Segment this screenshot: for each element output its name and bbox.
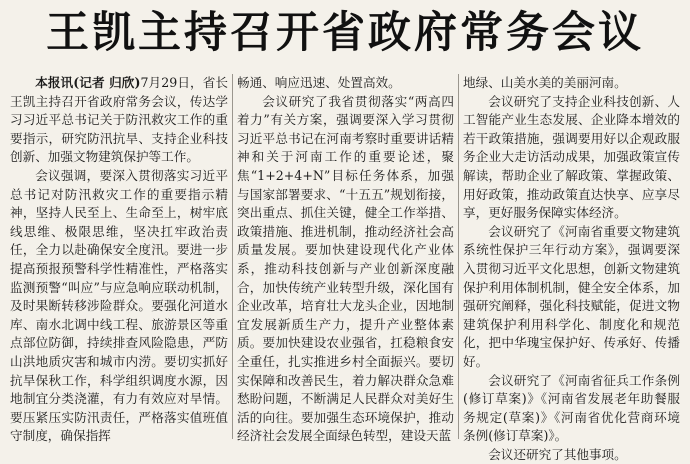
paragraph: 会议研究了《河南省征兵工作条例(修订草案)》《河南省发展老年助餐服务规定(草案)》《河南省优化营商环境条例(修订草案)》。	[463, 372, 680, 444]
paragraph: 会议还研究了其他事项。	[488, 446, 627, 462]
article-column-2	[232, 74, 458, 444]
article-column-1	[6, 74, 232, 444]
article-body	[6, 74, 686, 462]
paragraph-continued: 畅通、响应迅速、处置高效。	[237, 75, 401, 90]
paragraph-continued: 地绿、山美水美的美丽河南。	[463, 75, 627, 90]
paragraph	[10, 74, 228, 167]
paragraph: 会议研究了《河南省重要文物建筑系统性保护三年行动方案》，强调要深入贯彻习近平文化思想，创新文物建筑保护利用体制机制，健全安全体系，加强研究阐释，强化科技赋能，促进文物建筑保护利用科学化、制度化和规范化，把中华瑰宝保护好、传承好、传播好。	[463, 223, 680, 369]
paragraph: 会议研究了我省贯彻落实“两高四着力”有关方案，强调要深入学习贯彻习近平总书记在河南考察时重要讲话精神和关于河南工作的重要论述，聚焦“1+2+4+N”目标任务体系，加强与国家部署要求、“十五五”规划衔接，突出重点、抓住关键，健全工作举措、政策措施、推进机制，推动经济社会高质量发展。要加快建设现代化产业体系，推动科技创新与产业创新深度融合，加快传统产业转型升级，深化国有企业改革，培育壮大龙头企业，因地制宜发展新质生产力，提升产业整体素质。要加快建设农业强省，扛稳粮食安全重任，扎实推进乡村全面振兴。要切实保障和改善民生，着力解决群众急难愁盼问题，不断满足人民群众对美好生活的向往。要加强生态环境保护，推动经济社会发展全面绿色转型，建设天蓝	[237, 93, 454, 444]
paragraph: 会议强调，要深入贯彻落实习近平总书记对防汛救灾工作的重要指示精神，坚持人民至上、生命至上，树牢底线思维、极限思维，坚决扛牢政治责任，全力以赴确保安全度汛。要进一步提高预报预警科学性精准性，严格落实监测预警“叫应”与应急响应联动机制，及时果断转移涉险群众。要强化河道水库、南水北调中线工程、旅游景区等重点部位防御，持续排查风险隐患，严防山洪地质灾害和城市内涝。要切实抓好抗旱保秋工作，科学组织调度水源，因地制宜分类浇灌，有力有效应对旱情。要压紧压实防汛责任，严格落实值班值守制度，确保指挥	[10, 167, 228, 444]
dateline: 本报讯(记者 归欣)	[35, 75, 141, 90]
article-column-3	[458, 74, 684, 462]
paragraph-text: 7月29日，省长王凯主持召开省政府常务会议，传达学习习近平总书记关于防汛救灾工作的重要指示，研究防汛抗旱、支持企业科技创新、加强文物建筑保护等工作。	[10, 75, 228, 165]
headline: 王凯主持召开省政府常务会议	[46, 7, 644, 58]
paragraph: 会议研究了支持企业科技创新、人工智能产业生态发展、企业降本增效的若干政策措施，强调要用好以企观政服务企业大走访活动成果，加强政策宣传解读，帮助企业了解政策、掌握政策、用好政策，推动政策直达快享、应享尽享，更好服务保障实体经济。	[463, 93, 680, 221]
